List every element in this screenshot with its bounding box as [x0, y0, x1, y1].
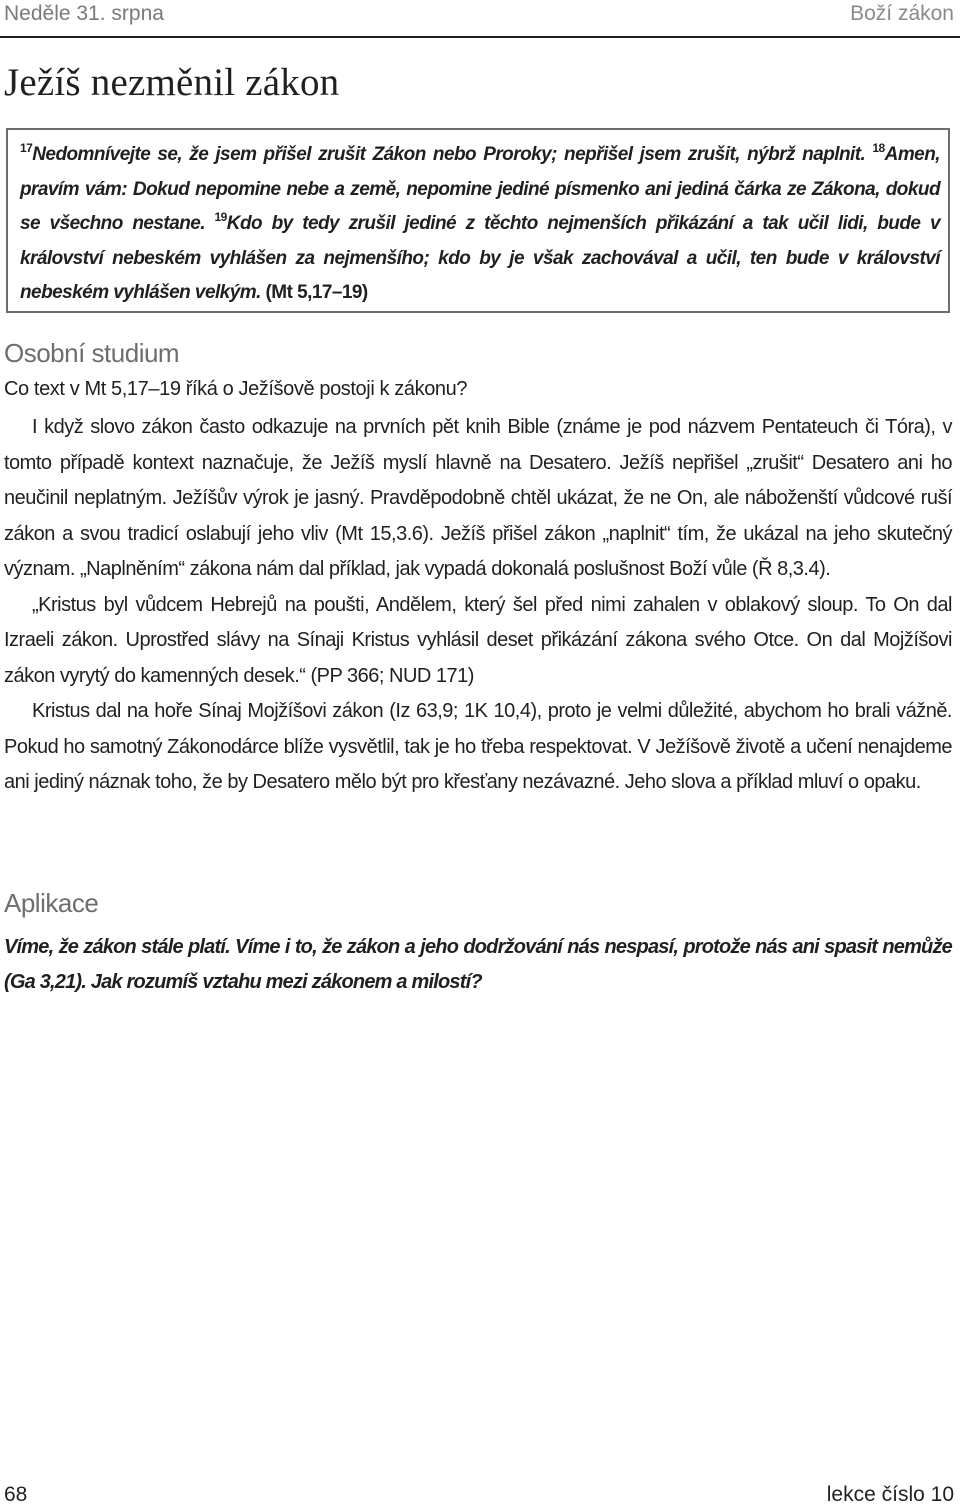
verse-number: 18 — [872, 141, 885, 155]
study-question: Co text v Mt 5,17–19 říká o Ježíšově postoji k zákonu? — [4, 378, 468, 400]
study-body — [4, 410, 952, 801]
scripture-box — [6, 128, 950, 313]
verse-number: 17 — [20, 141, 33, 155]
scripture-reference: (Mt 5,17–19) — [265, 282, 368, 303]
page-footer — [4, 1483, 954, 1507]
verse-number: 19 — [214, 210, 227, 224]
page-title: Ježíš nezměnil zákon — [4, 61, 340, 104]
study-paragraph: I když slovo zákon často odkazuje na prvních pět knih Bible (známe je pod názvem Pentateuch či Tóra), v tomto případě kontext naznačuje, že Ježíš myslí hlavně na Desatero. Ježíš nepřišel „zrušit“ Desatero ani ho neučinil neplatným. Ježíšův výrok je jasný. Pravděpodobně chtěl ukázat, že ne On, ale náboženští vůdcové ruší zákon a svou tradicí oslabují jeho vliv (Mt 15,3.6). Ježíš přišel zákon „naplnit“ tím, že ukázal na jeho skutečný význam. „Naplněním“ zákona nám dal příklad, jak vypadá dokonalá poslušnost Boží vůle (Ř 8,3.4). — [4, 416, 952, 580]
verse-text: Amen, pravím vám: Dokud nepomine nebe a země, nepomine jediné písmenko ani jediná čárka ze Zákona, dokud se všechno nestane. — [20, 144, 940, 234]
header-divider — [0, 36, 960, 38]
header-date: Neděle 31. srpna — [4, 2, 164, 25]
verse-text: Nedomnívejte se, že jsem přišel zrušit Zákon nebo Proroky; nepřišel jsem zrušit, nýbrž naplnit. — [32, 144, 866, 165]
lesson-label: lekce číslo 10 — [826, 1483, 954, 1506]
study-heading: Osobní studium — [4, 338, 180, 368]
page-header — [4, 2, 954, 26]
application-heading: Aplikace — [4, 888, 99, 918]
application-text: Víme, že zákon stále platí. Víme i to, že zákon a jeho dodržování nás nespasí, protože nás ani spasit nemůže (Ga 3,21). Jak rozumíš vztahu mezi zákonem a milostí? — [4, 936, 952, 993]
study-paragraph: Kristus dal na hoře Sínaj Mojžíšovi zákon (Iz 63,9; 1K 10,4), proto je velmi důležité, abychom ho brali vážně. Pokud ho samotný Zákonodárce blíže vysvětlil, tak je ho třeba respektovat. V Ježíšově životě a učení nenajdeme ani jediný náznak toho, že by Desatero mělo být pro křesťany nezávazné. Jeho slova a příklad mluví o opaku. — [4, 700, 952, 793]
verse-text: Kdo by tedy zrušil jediné z těchto nejmenších přikázání a tak učil lidi, bude v království nebeském vyhlášen za nejmenšího; kdo by je však zachovával a učil, ten bude v království nebeském vyhlášen velkým. — [20, 213, 940, 303]
header-topic: Boží zákon — [850, 2, 954, 25]
study-paragraph: „Kristus byl vůdcem Hebrejů na poušti, Andělem, který šel před nimi zahalen v oblakový sloup. To On dal Izraeli zákon. Uprostřed slávy na Sínaji Kristus vyhlásil deset přikázání zákona svého Otce. On dal Mojžíšovi zákon vyrytý do kamenných desek.“ (PP 366; NUD 171) — [4, 593, 952, 687]
page-number: 68 — [4, 1483, 28, 1506]
